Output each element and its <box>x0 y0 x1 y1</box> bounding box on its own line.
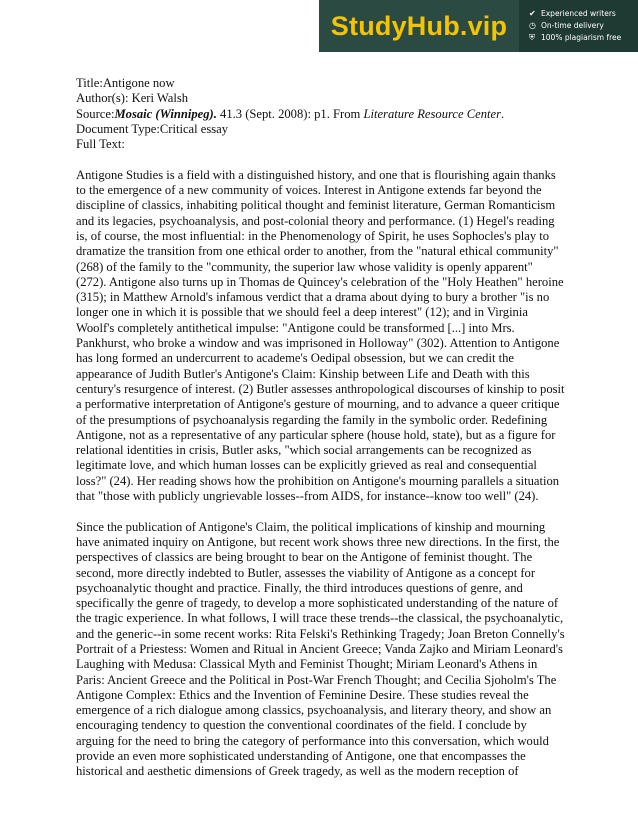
text-line: and the generic--in some recent works: Rita Felski's Rethinking Tragedy; Joan Breton Connelly's <box>76 626 565 641</box>
text-line: Antigone Studies is a field with a distinguished history, and one that is flourishing again thanks <box>76 167 556 182</box>
check-circle-icon: ✔ <box>529 9 536 18</box>
text-line: dramatize the transition from one ethical order to another, from the "natural ethical community" <box>76 244 559 259</box>
doc-source <box>76 107 564 122</box>
doc-type: Document Type:Critical essay <box>76 121 229 136</box>
perk-list <box>519 8 638 44</box>
text-line: Antigone Complex: Ethics and the Invention of Feminine Desire. These studies reveal the <box>76 687 529 702</box>
text-line: specifically the genre of tragedy, to develop a more sophisticated understanding of the nature of <box>76 596 559 611</box>
text-line: longer one in which it is possible that we should feel a deep interest" (12); and in Virginia <box>76 305 528 320</box>
source-prefix: Source: <box>76 106 115 121</box>
text-line: Paris: Ancient Greece and the Political in Post-War French Thought; and Cecilia Sjoholm's The <box>76 672 557 687</box>
text-line: to the emergence of a new community of voices. Interest in Antigone extends far beyond the <box>76 183 542 198</box>
perk-item <box>529 8 638 20</box>
text-line: (268) of the family to the "community, the superior law whose validity is openly apparent" <box>76 259 533 274</box>
perk-label: 100% plagiarism free <box>541 33 622 42</box>
text-line: Antigone, not as a representative of any particular sphere (house hold, state), but as a figure for <box>76 427 556 442</box>
text-line: historical and aesthetic dimensions of Greek tragedy, as well as the modern reception of <box>76 764 519 779</box>
text-line: Since the publication of Antigone's Claim, the political implications of kinship and mourning <box>76 519 546 534</box>
text-line: discipline of classics, inhabiting political thought and feminist literature, German Romanticism <box>76 198 556 213</box>
text-line: provide an even more sophisticated understanding of Antigone, one that encompasses the <box>76 749 526 764</box>
text-line: second, more directly indebted to Butler, assesses the viability of Antigone as a concept for <box>76 565 536 580</box>
text-line: arguing for the need to bring the category of performance into this conversation, which would <box>76 733 549 748</box>
text-line: century's resurgence of interest. (2) Butler assesses anthropological discourses of kinship to posit <box>76 381 565 396</box>
text-line: is, of course, the most influential: in the Phenomenology of Spirit, he uses Sophocles's play to <box>76 228 550 243</box>
text-line: of the presumptions of psychoanalysis regarding the family in the symbolic order. Redefining <box>76 412 548 427</box>
text-line: relational identities in crisis, Butler asks, "which social arrangements can be recognized as <box>76 443 532 458</box>
perk-item <box>529 32 638 44</box>
text-line: loss?" (24). Her reading shows how the prohibition on Antigone's mourning parallels a situation <box>76 473 560 488</box>
ad-banner[interactable] <box>319 0 638 52</box>
text-line: perspectives of classics are being brought to bear on the Antigone of feminist thought. The <box>76 550 533 565</box>
perk-item <box>529 20 638 32</box>
text-line: Portrait of a Priestess: Women and Ritual in Ancient Greece; Vanda Zajko and Miriam Leonard's <box>76 641 563 656</box>
text-line: Laughing with Medusa: Classical Myth and Feminist Thought; Miriam Leonard's Athens in <box>76 657 538 672</box>
text-line: the tragic experience. In what follows, I will trace these trends--the classical, the psychoanalytic, <box>76 611 564 626</box>
text-line: appearance of Judith Butler's Antigone's Claim: Kinship between Life and Death with this <box>76 366 530 381</box>
text-line: emergence of a rich dialogue among classics, psychoanalysis, and literary theory, and show an <box>76 703 552 718</box>
text-line: Woolf's completely antithetical impulse: "Antigone could be transformed [...] into Mrs. <box>76 320 515 335</box>
perk-label: Experienced writers <box>541 9 616 18</box>
text-line: that "those with publicly ungrievable losses--from AIDS, for instance--know too well" (24). <box>76 489 539 504</box>
paragraph-2 <box>76 520 564 780</box>
text-line: (272). Antigone also turns up in Thomas de Quincey's celebration of the "Holy Heathen" heroine <box>76 274 564 289</box>
text-line: Pankhurst, who broke a window and was imprisoned in Holloway" (302). Attention to Antigone <box>76 336 560 351</box>
paragraph-1 <box>76 168 564 505</box>
document-body <box>76 76 564 780</box>
source-journal: Mosaic (Winnipeg). <box>114 106 217 121</box>
doc-title: Title:Antigone now <box>76 76 175 90</box>
source-details: 41.3 (Sept. 2008): p1. From <box>216 106 364 121</box>
full-text-label: Full Text: <box>76 137 125 152</box>
brand-logo[interactable]: StudyHub.vip <box>319 0 519 52</box>
text-line: has long formed an undercurrent to academe's Oedipal obsession, but we can credit the <box>76 351 515 366</box>
perk-label: On-time delivery <box>541 21 604 30</box>
text-line: psychoanalytic thought and practice. Finally, the third introduces questions of genre, and <box>76 580 523 595</box>
source-end: . <box>501 106 505 121</box>
text-line: (315); in Matthew Arnold's infamous verdict that a drama about dying to bury a brother "is no <box>76 290 550 305</box>
text-line: legitimate love, and which human losses can be explicitly grieved as real and consequential <box>76 458 537 473</box>
text-line: encouraging tendency to question the conventional coordinates of the field. I conclude by <box>76 718 527 733</box>
clock-icon: ◷ <box>529 21 536 30</box>
source-database: Literature Resource Center <box>363 106 502 121</box>
doc-authors: Author(s): Keri Walsh <box>76 91 189 106</box>
text-line: and its legacies, psychoanalysis, and post-colonial theory and performance. (1) Hegel's reading <box>76 213 555 228</box>
text-line: have animated inquiry on Antigone, but recent work shows three new directions. In the first, the <box>76 534 560 549</box>
shield-icon: ⛨ <box>529 33 535 42</box>
text-line: a performative interpretation of Antigone's gesture of mourning, and to advance a queer critique <box>76 397 560 412</box>
